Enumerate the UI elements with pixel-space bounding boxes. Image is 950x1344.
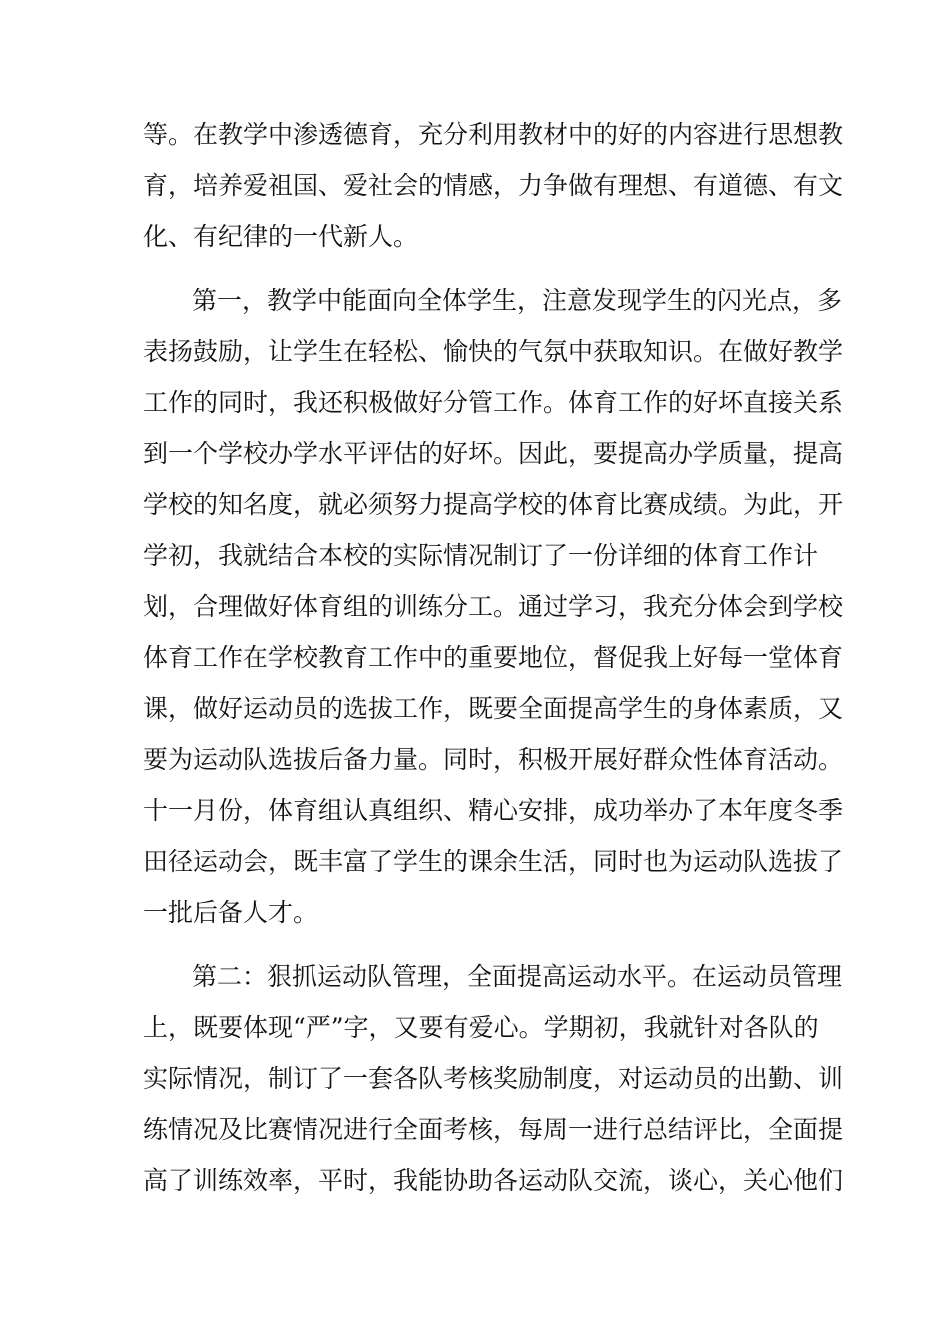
text-line: 上，既要体现“严”字，又要有爱心。学期初，我就针对各队的: [143, 1013, 819, 1042]
text-line: 表扬鼓励，让学生在轻松、愉快的气氛中获取知识。在做好教学: [143, 337, 844, 366]
text-line: 第一，教学中能面向全体学生，注意发现学生的闪光点，多: [192, 286, 843, 315]
text-line: 到一个学校办学水平评估的好坏。因此，要提高办学质量，提高: [143, 439, 844, 468]
text-line: 化、有纪律的一代新人。: [143, 222, 419, 251]
text-line: 实际情况，制订了一套各队考核奖励制度，对运动员的出勤、训: [143, 1064, 844, 1093]
text-line: 课，做好运动员的选拔工作，既要全面提高学生的身体素质，又: [143, 694, 844, 723]
text-line: 一批后备人才。: [143, 898, 319, 927]
text-line: 划，合理做好体育组的训练分工。通过学习，我充分体会到学校: [143, 592, 844, 621]
text-line: 第二：狠抓运动队管理，全面提高运动水平。在运动员管理: [192, 962, 843, 991]
text-line: 等。在教学中渗透德育，充分利用教材中的好的内容进行思想教: [143, 120, 844, 149]
text-line: 学校的知名度，就必须努力提高学校的体育比赛成绩。为此，开: [143, 490, 844, 519]
text-line: 育，培养爱祖国、爱社会的情感，力争做有理想、有道德、有文: [143, 171, 844, 200]
text-line: 田径运动会，既丰富了学生的课余生活，同时也为运动队选拔了: [143, 847, 844, 876]
text-line: 十一月份，体育组认真组织、精心安排，成功举办了本年度冬季: [143, 796, 844, 825]
text-line: 练情况及比赛情况进行全面考核，每周一进行总结评比，全面提: [143, 1115, 844, 1144]
text-line: 体育工作在学校教育工作中的重要地位，督促我上好每一堂体育: [143, 643, 844, 672]
text-line: 学初，我就结合本校的实际情况制订了一份详细的体育工作计: [143, 541, 819, 570]
text-line: 工作的同时，我还积极做好分管工作。体育工作的好坏直接关系: [143, 388, 844, 417]
text-line: 要为运动队选拔后备力量。同时，积极开展好群众性体育活动。: [143, 745, 844, 774]
text-line: 高了训练效率，平时，我能协助各运动队交流，谈心，关心他们: [143, 1166, 844, 1195]
